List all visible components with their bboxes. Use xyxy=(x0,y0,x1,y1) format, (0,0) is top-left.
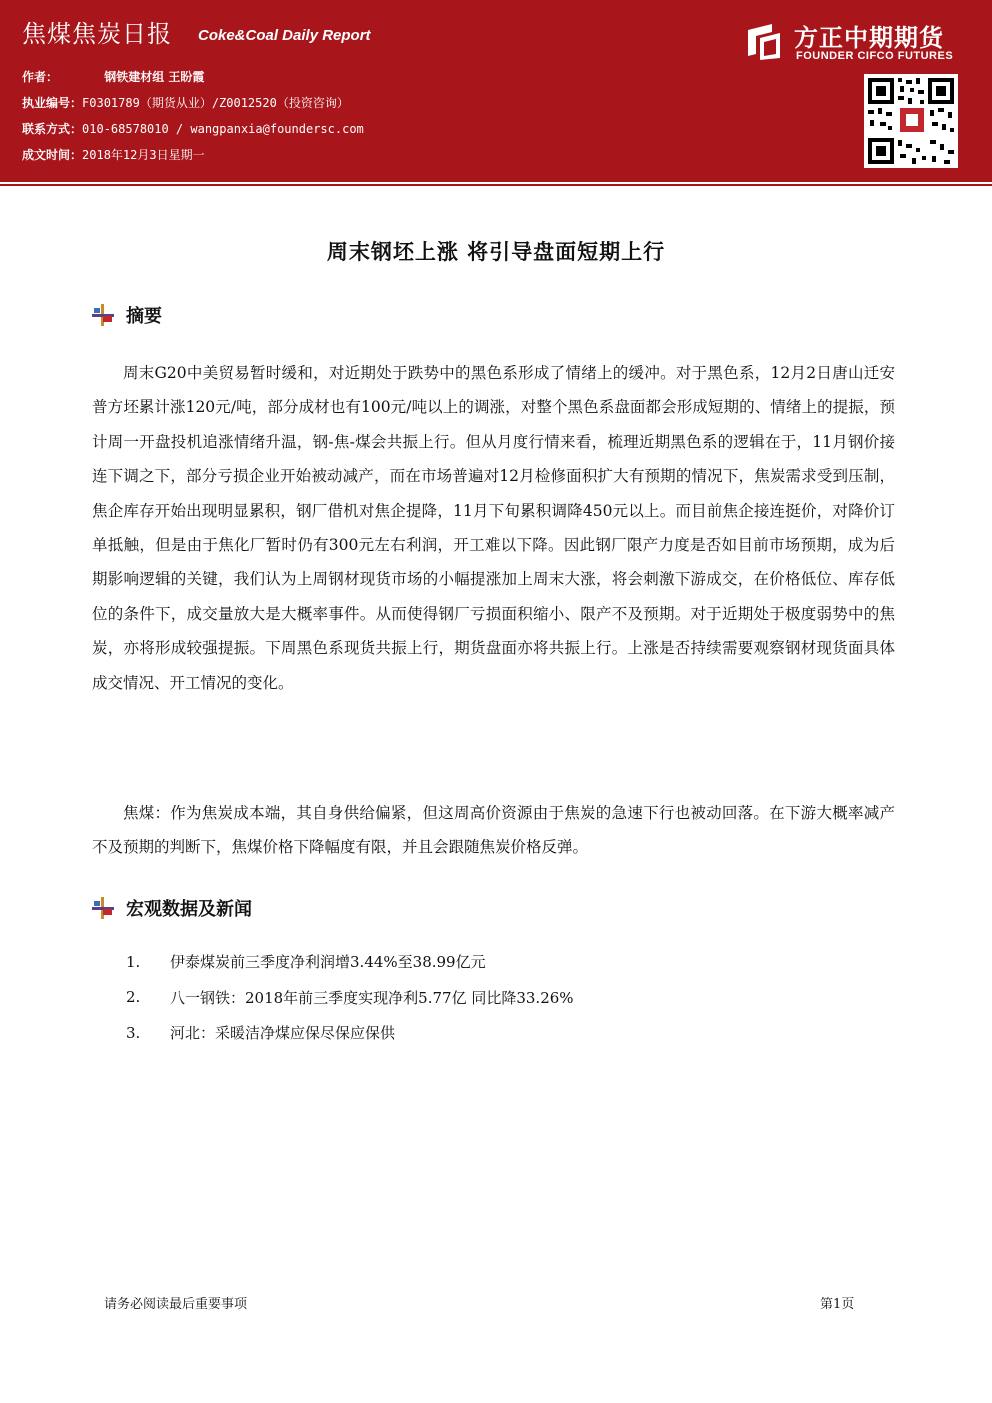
section-summary-title: 摘要 xyxy=(126,306,162,327)
document-title: 周末钢坯上涨 将引导盘面短期上行 xyxy=(326,240,666,264)
logo-name-cn: 方正中期期货 xyxy=(794,24,944,52)
list-item-text: 河北：采暖洁净煤应保尽保应保供 xyxy=(170,1024,396,1043)
list-item-text: 八一钢铁：2018年前三季度实现净利5.77亿 同比降33.26% xyxy=(170,988,574,1007)
report-header xyxy=(0,0,992,182)
qr-code-icon xyxy=(864,74,958,168)
list-item xyxy=(126,1015,574,1051)
meta-date-label: 成文时间： xyxy=(22,148,83,162)
logo-name-en: FOUNDER CIFCO FUTURES xyxy=(796,50,954,62)
founder-logo xyxy=(744,20,974,68)
section-news-title: 宏观数据及新闻 xyxy=(126,899,252,920)
meta-license xyxy=(22,94,349,111)
header-divider xyxy=(0,184,992,186)
section-news-heading xyxy=(92,895,252,921)
summary-paragraph-1: 周末G20中美贸易暂时缓和，对近期处于跌势中的黑色系形成了情绪上的缓冲。对于黑色系，12月2日唐山迁安普方坯累计涨120元/吨，部分成材也有100元/吨以上的调涨，对整个黑色系盘面都会形成短期的、情绪上的提振，预计周一开盘投机追涨情绪升温，钢-焦-煤会共振上行。但从月度行情来看，梳理近期黑色系的逻辑在于，11月钢价接连下调之下，部分亏损企业开始被动减产，而在市场普遍对12月检修面积扩大有预期的情况下，焦炭需求受到压制，焦企库存开始出现明显累积，钢厂借机对焦企提降，11月下旬累积调降450元以上。而目前焦企接连挺价，对降价订单抵触，但是由于焦化厂暂时仍有300元左右利润，开工难以下降。因此钢厂限产力度是否如目前市场预期，成为后期影响逻辑的关键，我们认为上周钢材现货市场的小幅提涨加上周末大涨，将会刺激下游成交，在价格低位、库存低位的条件下，成交量放大是大概率事件。从而使得钢厂亏损面积缩小、限产不及预期。对于近期处于极度弱势中的焦炭，亦将形成较强提振。下周黑色系现货共振上行，期货盘面亦将共振上行。上涨是否持续需要观察钢材现货面具体成交情况、开工情况的变化。 xyxy=(92,364,895,692)
list-item-text: 伊泰煤炭前三季度净利润增3.44%至38.99亿元 xyxy=(170,953,486,972)
list-item xyxy=(126,980,574,1016)
section-summary-heading xyxy=(92,302,162,328)
footer-disclaimer-note: 请务必阅读最后重要事项 xyxy=(104,1297,248,1312)
meta-author-label: 作者： xyxy=(22,70,59,84)
meta-license-label: 执业编号： xyxy=(22,96,83,110)
footer-page-number: 第1页 xyxy=(820,1297,855,1312)
meta-contact-label: 联系方式： xyxy=(22,122,83,136)
list-item-number: 3. xyxy=(126,1023,141,1042)
meta-license-value: F0301789（期货从业）/Z0012520（投资咨询） xyxy=(82,96,349,110)
founder-logo-mark-icon xyxy=(744,22,784,62)
meta-contact xyxy=(22,120,364,137)
list-item-number: 2. xyxy=(126,988,141,1007)
section-bullet-icon xyxy=(92,897,114,919)
list-item xyxy=(126,944,574,980)
list-item-number: 1. xyxy=(126,952,141,971)
report-title: 焦煤焦炭日报 xyxy=(22,20,172,48)
news-list xyxy=(126,944,574,1051)
meta-date-value: 2018年12月3日星期一 xyxy=(82,148,205,162)
meta-date xyxy=(22,146,205,163)
report-subtitle: Coke&Coal Daily Report xyxy=(198,27,371,44)
meta-author-value: 钢铁建材组 王盼霞 xyxy=(104,70,205,84)
section-bullet-icon xyxy=(92,304,114,326)
summary-paragraph-2: 焦煤：作为焦炭成本端，其自身供给偏紧，但这周高价资源由于焦炭的急速下行也被动回落。在下游大概率减产不及预期的判断下，焦煤价格下降幅度有限，并且会跟随焦炭价格反弹。 xyxy=(92,804,895,857)
meta-author xyxy=(22,68,204,85)
meta-contact-value: 010-68578010 / wangpanxia@foundersc.com xyxy=(82,122,364,136)
